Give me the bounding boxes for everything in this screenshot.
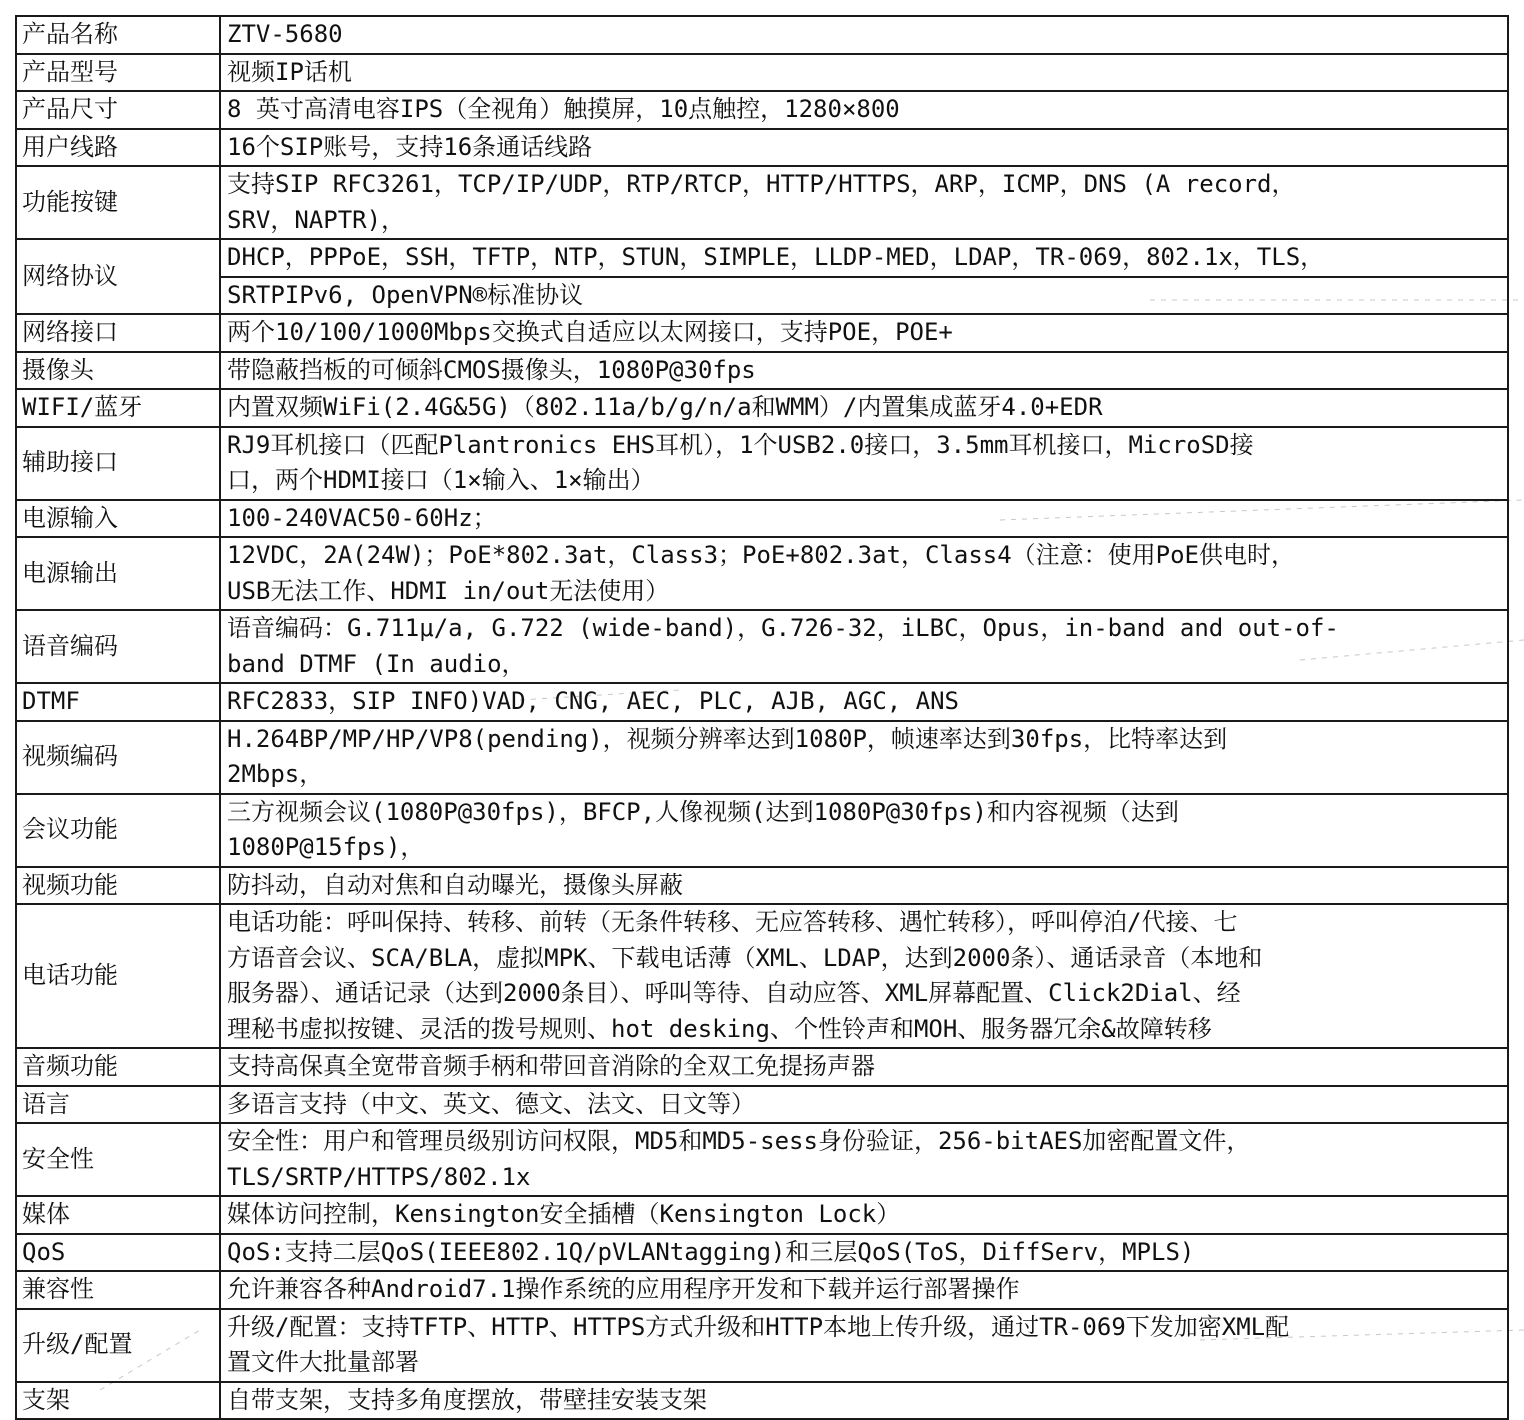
table-row <box>16 683 1508 721</box>
row-value <box>220 129 1508 167</box>
row-label: 会议功能 <box>16 794 220 867</box>
row-value-line: USB无法工作、HDMI in/out无法使用） <box>227 576 670 605</box>
row-value <box>220 1271 1508 1309</box>
row-value-line: 三方视频会议(1080P@30fps)，BFCP,人像视频(达到1080P@30fps)和内容视频（达到 <box>227 797 1179 826</box>
row-label: 兼容性 <box>16 1271 220 1309</box>
row-value-line: 100-240VAC50-60Hz； <box>227 503 497 532</box>
row-value-line: 置文件大批量部署 <box>227 1348 419 1376</box>
row-value <box>220 1196 1508 1234</box>
row-value <box>220 500 1508 538</box>
row-value-line: H.264BP/MP/HP/VP8(pending)，视频分辨率达到1080P，帧速率达到30fps，比特率达到 <box>227 724 1228 753</box>
row-value-line: 安全性：用户和管理员级别访问权限，MD5和MD5-sess身份验证，256-bitAES加密配置文件， <box>227 1127 1251 1155</box>
row-value-line: 防抖动，自动对焦和自动曝光，摄像头屏蔽 <box>227 870 683 899</box>
table-row <box>16 794 1508 867</box>
row-value <box>220 610 1508 683</box>
row-label: QoS <box>16 1234 220 1272</box>
row-label: 电源输入 <box>16 500 220 538</box>
row-value-line: SRV，NAPTR)， <box>227 205 406 234</box>
row-value <box>220 537 1508 610</box>
row-value <box>220 314 1508 352</box>
table-row <box>16 91 1508 129</box>
row-value <box>220 1382 1508 1420</box>
row-label: 摄像头 <box>16 352 220 390</box>
table-row <box>16 610 1508 683</box>
row-label: 用户线路 <box>16 129 220 167</box>
row-value: SRTPIPv6, OpenVPN®标准协议 <box>220 277 1508 315</box>
row-value-line: band DTMF (In audio， <box>227 649 526 678</box>
row-label: 产品名称 <box>16 16 220 54</box>
row-label: 电源输出 <box>16 537 220 610</box>
row-value-line: 2Mbps， <box>227 760 324 788</box>
row-value-line: 服务器）、通话记录（达到2000条目）、呼叫等待、自动应答、XML屏幕配置、Click2Dial、经 <box>227 979 1241 1007</box>
row-value <box>220 721 1508 794</box>
row-label: 视频编码 <box>16 721 220 794</box>
row-label: 网络协议 <box>16 239 220 314</box>
row-value-line: 升级/配置：支持TFTP、HTTP、HTTPS方式升级和HTTP本地上传升级，通过TR-069下发加密XML配 <box>227 1312 1290 1341</box>
table-row <box>16 537 1508 610</box>
table-row <box>16 1309 1508 1382</box>
row-value <box>220 1234 1508 1272</box>
row-value <box>220 166 1508 239</box>
spec-table-body <box>16 16 1508 1419</box>
row-value-line: 允许兼容各种Android7.1操作系统的应用程序开发和下载并运行部署操作 <box>227 1275 1020 1303</box>
row-value-line: 12VDC，2A(24W)；PoE*802.3at，Class3；PoE+802.3at，Class4（注意：使用PoE供电时， <box>227 541 1296 569</box>
row-value-line: 8 英寸高清电容IPS（全视角）触摸屏，10点触控，1280×800 <box>227 95 900 123</box>
row-label: DTMF <box>16 683 220 721</box>
row-value-line: 理秘书虚拟按键、灵活的拨号规则、hot desking、个性铃声和MOH、服务器冗余&故障转移 <box>227 1014 1212 1043</box>
row-value: DHCP，PPPoE，SSH，TFTP，NTP，STUN，SIMPLE，LLDP-MED，LDAP，TR-069，802.1x，TLS， <box>220 239 1508 277</box>
row-value-line: RJ9耳机接口（匹配Plantronics EHS耳机），1个USB2.0接口，3.5mm耳机接口，MicroSD接 <box>227 430 1254 459</box>
row-value-line: 自带支架，支持多角度摆放，带壁挂安装支架 <box>227 1385 707 1414</box>
table-row <box>16 721 1508 794</box>
row-label: 媒体 <box>16 1196 220 1234</box>
row-value-line: 口，两个HDMI接口（1×输入、1×输出） <box>227 466 655 494</box>
row-label: 语言 <box>16 1086 220 1124</box>
table-row <box>16 1196 1508 1234</box>
row-value <box>220 904 1508 1048</box>
row-label: WIFI/蓝牙 <box>16 389 220 427</box>
row-label: 功能按键 <box>16 166 220 239</box>
spec-table <box>15 15 1509 1420</box>
row-value-line: 方语音会议、SCA/BLA，虚拟MPK、下载电话薄（XML、LDAP，达到2000条）、通话录音（本地和 <box>227 943 1263 972</box>
table-row <box>16 277 1508 315</box>
table-row <box>16 389 1508 427</box>
table-row <box>16 129 1508 167</box>
table-row <box>16 166 1508 239</box>
row-value <box>220 683 1508 721</box>
table-row <box>16 1382 1508 1420</box>
row-value <box>220 389 1508 427</box>
row-value-line: TLS/SRTP/HTTPS/802.1x <box>227 1162 531 1191</box>
row-value-line: 语音编码：G.711μ/a, G.722 (wide-band)，G.726-32，iLBC，Opus，in-band and out-of- <box>227 614 1339 642</box>
row-value-line: 两个10/100/1000Mbps交换式自适应以太网接口，支持POE，POE+ <box>227 318 953 346</box>
row-value-line: 带隐蔽挡板的可倾斜CMOS摄像头，1080P@30fps <box>227 355 756 384</box>
row-value <box>220 352 1508 390</box>
row-label: 网络接口 <box>16 314 220 352</box>
table-row <box>16 1234 1508 1272</box>
table-row <box>16 1271 1508 1309</box>
row-value-line: 1080P@15fps)， <box>227 833 425 861</box>
table-row <box>16 500 1508 538</box>
row-value <box>220 54 1508 92</box>
row-value <box>220 427 1508 500</box>
table-row <box>16 352 1508 390</box>
row-label: 安全性 <box>16 1123 220 1196</box>
row-label: 支架 <box>16 1382 220 1420</box>
row-value-line: 内置双频WiFi(2.4G&5G)（802.11a/b/g/n/a和WMM）/内置集成蓝牙4.0+EDR <box>227 393 1103 421</box>
row-value <box>220 867 1508 905</box>
row-value-line: 支持高保真全宽带音频手柄和带回音消除的全双工免提扬声器 <box>227 1052 875 1080</box>
row-value-line: RFC2833，SIP INFO)VAD, CNG, AEC, PLC, AJB, AGC, ANS <box>227 687 960 715</box>
row-value <box>220 16 1508 54</box>
row-value <box>220 91 1508 129</box>
row-value <box>220 1048 1508 1086</box>
row-value-line: 电话功能：呼叫保持、转移、前转（无条件转移、无应答转移、遇忙转移），呼叫停泊/代接、七 <box>227 908 1238 936</box>
row-value-line: QoS:支持二层QoS(IEEE802.1Q/pVLANtagging)和三层QoS(ToS，DiffServ，MPLS) <box>227 1237 1195 1266</box>
table-row <box>16 314 1508 352</box>
row-value <box>220 1309 1508 1382</box>
row-label: 电话功能 <box>16 904 220 1048</box>
row-value <box>220 1123 1508 1196</box>
table-row <box>16 1123 1508 1196</box>
row-label: 语音编码 <box>16 610 220 683</box>
row-label: 音频功能 <box>16 1048 220 1086</box>
row-value <box>220 794 1508 867</box>
table-row <box>16 867 1508 905</box>
row-label: 升级/配置 <box>16 1309 220 1382</box>
table-row <box>16 1086 1508 1124</box>
table-row <box>16 427 1508 500</box>
row-label: 视频功能 <box>16 867 220 905</box>
row-value-line: 视频IP话机 <box>227 57 352 86</box>
table-row <box>16 54 1508 92</box>
row-label: 产品尺寸 <box>16 91 220 129</box>
row-value-line: 媒体访问控制，Kensington安全插槽（Kensington Lock） <box>227 1200 901 1228</box>
row-value <box>220 1086 1508 1124</box>
table-row <box>16 1048 1508 1086</box>
table-row <box>16 904 1508 1048</box>
row-value-line: 16个SIP账号，支持16条通话线路 <box>227 132 593 161</box>
table-row <box>16 239 1508 277</box>
row-value-line: ZTV-5680 <box>227 20 343 48</box>
table-row <box>16 16 1508 54</box>
row-value-line: 多语言支持（中文、英文、德文、法文、日文等） <box>227 1089 755 1118</box>
row-value-line: 支持SIP RFC3261，TCP/IP/UDP，RTP/RTCP，HTTP/HTTPS，ARP，ICMP，DNS (A record， <box>227 170 1296 198</box>
row-label: 辅助接口 <box>16 427 220 500</box>
row-label: 产品型号 <box>16 54 220 92</box>
